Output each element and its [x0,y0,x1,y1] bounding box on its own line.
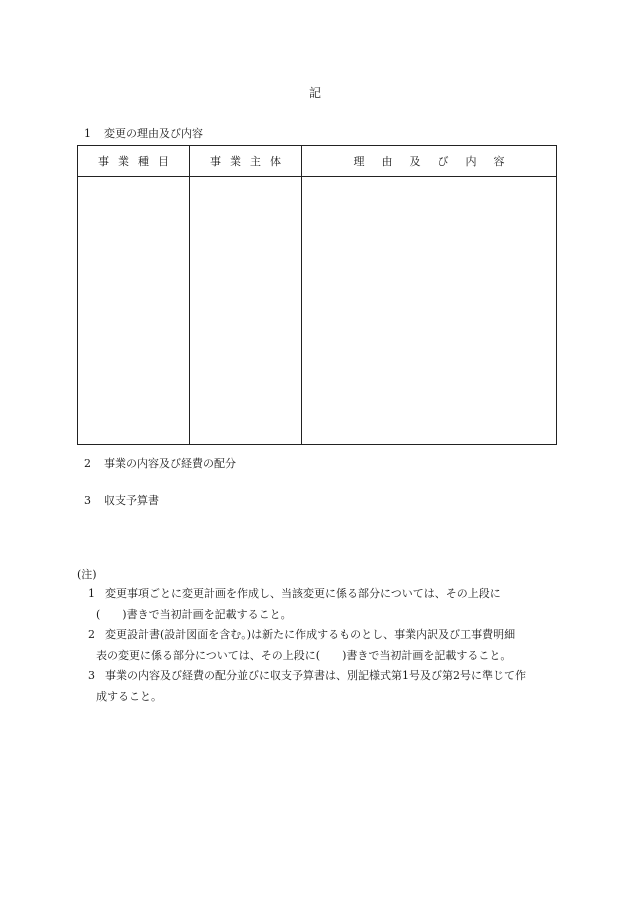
section-number: 2 [84,457,91,470]
section-1-heading [84,125,203,141]
note-text-cont: ( )書きで当初計画を記載すること。 [96,608,292,621]
section-label: 変更の理由及び内容 [104,127,203,140]
document-title: 記 [308,86,321,100]
section-number: 3 [84,494,91,507]
note-number: 2 [88,628,95,641]
cell-project-type[interactable] [78,177,190,445]
cell-reason-content[interactable] [302,177,557,445]
header-project-entity: 事業主体 [190,146,302,177]
note-item [88,583,558,625]
note-text: 変更事項ごとに変更計画を作成し、当該変更に係る部分については、その上段に [105,587,501,600]
note-text: 変更設計書(設計図面を含む。)は新たに作成するものとし、事業内訳及び工事費明細 [105,628,516,641]
note-item [88,624,558,666]
header-project-type: 事業種目 [78,146,190,177]
cell-project-entity[interactable] [190,177,302,445]
note-text-cont: 成すること。 [96,690,162,703]
notes-heading: (注) [77,568,97,581]
header-reason-content: 理由及び内容 [302,146,557,177]
note-item [88,665,558,707]
change-table [77,145,557,445]
section-3-heading [84,492,159,508]
section-label: 事業の内容及び経費の配分 [104,457,236,470]
section-number: 1 [84,127,91,140]
note-text-cont: 表の変更に係る部分については、その上段に( )書きで当初計画を記載すること。 [96,649,512,662]
section-label: 収支予算書 [104,494,159,507]
section-2-heading [84,455,236,471]
note-text: 事業の内容及び経費の配分並びに収支予算書は、別記様式第1号及び第2号に準じて作 [105,669,526,682]
note-number: 3 [88,669,95,682]
note-number: 1 [88,587,95,600]
